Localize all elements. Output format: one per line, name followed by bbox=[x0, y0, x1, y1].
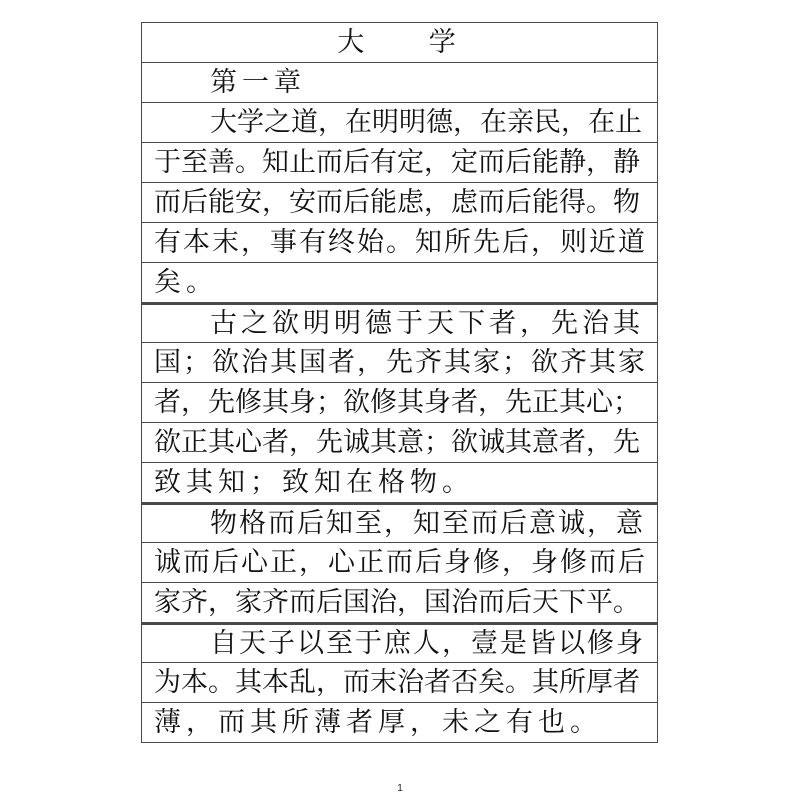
text-line: 自天子以至于庶人，壹是皆以修身 bbox=[142, 622, 657, 662]
chapter-heading: 第一章 bbox=[142, 62, 657, 102]
text-line: 致其知；致知在格物。 bbox=[142, 462, 657, 502]
text-line: 诚而后心正，心正而后身修，身修而后 bbox=[142, 542, 657, 582]
text-line: 而后能安，安而后能虑，虑而后能得。物 bbox=[142, 182, 657, 222]
page-title: 大 学 bbox=[142, 22, 657, 62]
text-line: 为本。其本乱，而末治者否矣。其所厚者 bbox=[142, 662, 657, 702]
text-line: 大学之道，在明明德，在亲民，在止 bbox=[142, 102, 657, 142]
text-line: 者，先修其身；欲修其身者，先正其心； bbox=[142, 382, 657, 422]
copybook-grid bbox=[141, 22, 658, 743]
text-line: 欲正其心者，先诚其意；欲诚其意者，先 bbox=[142, 422, 657, 462]
page-number: 1 bbox=[397, 783, 403, 794]
text-line: 国；欲治其国者，先齐其家；欲齐其家 bbox=[142, 342, 657, 382]
text-line: 于至善。知止而后有定，定而后能静，静 bbox=[142, 142, 657, 182]
text-line: 物格而后知至，知至而后意诚，意 bbox=[142, 502, 657, 542]
text-line: 家齐，家齐而后国治，国治而后天下平。 bbox=[142, 582, 657, 622]
text-line: 有本末，事有终始。知所先后，则近道 bbox=[142, 222, 657, 262]
text-line: 古之欲明明德于天下者，先治其 bbox=[142, 302, 657, 342]
text-line: 薄，而其所薄者厚，未之有也。 bbox=[142, 702, 657, 742]
text-line: 矣。 bbox=[142, 262, 657, 302]
